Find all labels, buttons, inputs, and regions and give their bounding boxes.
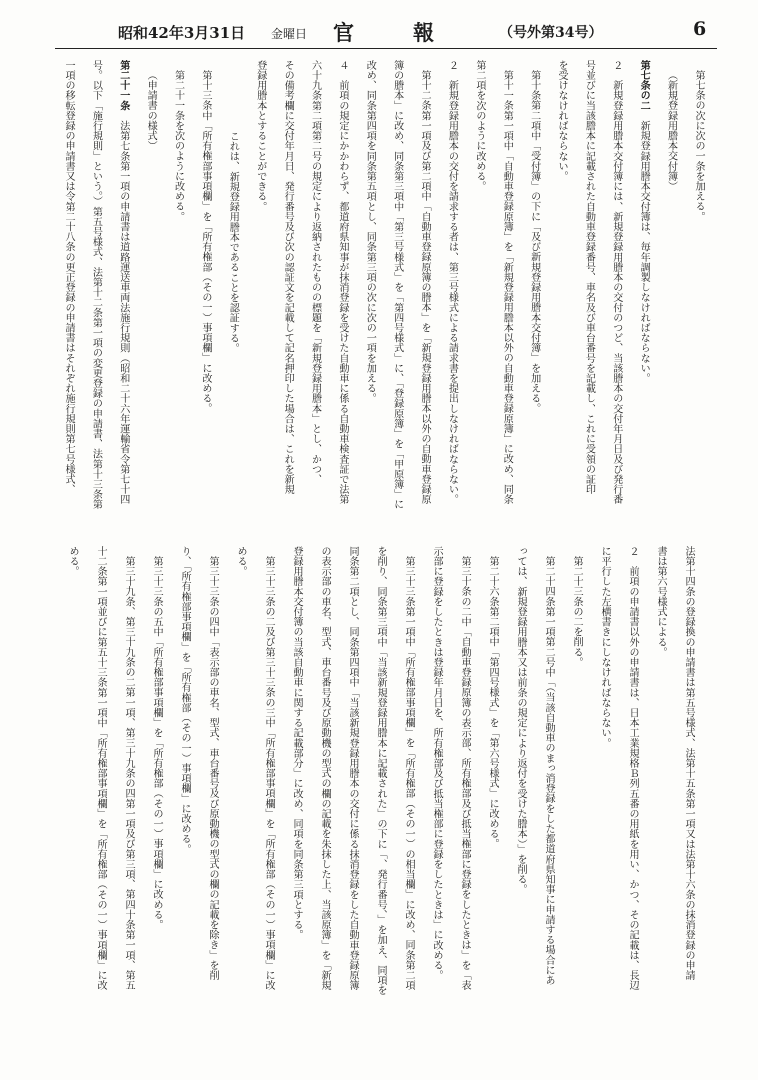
article-caption: （申請書の様式） [145,70,157,151]
text-column: 第二十四条第一項第二号中「（当該自動車のまっ消登録をした都道府県知事に申請する場合にあ [543,556,554,986]
text-column: 六十九条第二項第二号の規定により返納されたものの標題を「新規登録用謄本」とし、かつ、 [309,60,321,485]
text-column: 改め、同条第四項を同条第五項とし、同条第三項の次に次の一項を加える。 [364,60,376,404]
text-column: 示部に登録をしたときは登録年月日を、所有権部及び抵当権部に登録をしたときは」に改める。 [431,546,442,981]
column-text: 新規登録用謄本交付簿は、毎年調製しなければならない。 [638,110,650,384]
text-column: を削り、同条第三項中「当該新規登録用謄本に記載された」の下に「、発行番号、」を加え、同項を [375,546,386,996]
article-number: 第七条の二 [638,60,650,111]
issue-number: （号外第34号） [499,25,603,41]
text-column: 第三十三条第一項中「所有権部事項欄」を「所有権部（その一）の相当欄」に改め、同条第二項 [403,556,414,991]
page-header [55,12,717,49]
text-column: 第二十三条の二を削る。 [571,556,582,668]
text-column: 登録用謄本交付簿の当該自動車に関する記載部分」に改め、同項を同条第三項とする。 [291,546,302,940]
certification-text: これは、新規登録用謄本であることを認証する。 [227,130,239,353]
text-column: 号並びに当該謄本に記載された自動車登録番号、車名及び車台番号を記載し、これに受領の証印 [583,60,595,495]
text-column: 同条第二項とし、同条第四項中「当該新規登録用謄本の交付に係る抹消登録をした自動車登録原簿 [347,546,358,991]
gazette-title-char: 官 [333,20,354,45]
text-column: 十二条第一項並びに第五十三条第一項中「所有権部事項欄」を「所有権部（その一）事項欄」に改 [95,546,106,991]
text-column: める。 [235,546,246,577]
text-column: 法第十四条の登録換の申請書は第五号様式、法第十五条第一項又は法第十六条の抹消登録の申請 [683,546,694,981]
lower-text-block [58,546,702,1014]
text-column: 第二十一条を次のように改める。 [172,70,184,222]
text-column: の表示部の車名、型式、車台番号及び原動機の型式の欄の記載を朱抹した上、当該原簿」を「新規 [319,546,330,991]
text-column: を受けなければならない。 [556,60,568,182]
text-column: 第十条第二項中「受付簿」の下に「及び新規登録用謄本交付簿」を加える。 [528,70,540,414]
text-column: 登録用謄本とすることができる。 [254,60,266,212]
text-column: 第十二条第一項及び第二項中「自動車登録原簿の謄本」を「新規登録用謄本以外の自動車登録原 [419,70,431,505]
text-column: 第三十九条、第三十九条の二第一項、第三十九条の四第一項及び第三項、第四十条第一項、第五 [123,556,134,991]
column-text: 法第七条第一項の申請書は道路運送車両法施行規則（昭和二十六年運輸省令第七十四 [117,110,129,505]
article-number: 第二十一条 [117,60,129,111]
text-column: 第二項を次のように改める。 [473,60,485,192]
text-column: っては、新規登録用謄本又は前条の規定により返付を受けた謄本）」を削る。 [515,546,526,895]
text-column: 第二十六条第二項中「第四号様式」を「第六号様式」に改める。 [487,556,498,849]
text-column: 第十一条第一項中「自動車登録原簿」を「新規登録用謄本以外の自動車登録原簿」に改め、同条 [501,70,513,505]
text-column: 第三十三条の五中「所有権部事項欄」を「所有権部（その一）事項欄」に改める。 [151,556,162,930]
text-column: に平行した左横書きにしなければならない。 [599,546,610,748]
text-column: 号。以下「施行規則」という。）第五号様式、法第十二条第一項の変更登録の申請書、法第十三条第 [90,60,102,510]
text-column: ２ 新規登録用謄本交付簿には、新規登録用謄本の交付のつど、当該謄本の交付年月日及び発行番 [610,60,622,505]
text-column [630,60,657,534]
upper-text-block [54,60,712,534]
text-column: 第七条の次に次の一条を加える。 [693,70,704,222]
text-column: り、「所有権部事項欄」を「所有権部（その一）事項欄」に改める。 [179,546,190,855]
text-column: 第十三条中「所有権部事項欄」を「所有権部（その一）事項欄」に改める。 [199,70,211,414]
text-column: その備考欄に交付年月日、発行番号及び次の認証文を記載して記名押印した場合は、これを新規 [282,60,294,495]
text-column: める。 [67,546,78,577]
article-caption: （新規登録用謄本交付簿） [665,70,677,192]
text-column: 簿の謄本」に改め、同条第三項中「第三号様式」を「第四号様式」に、「登録原簿」を「甲原簿」に [391,60,403,510]
text-column: 第三十三条の四中「表示部の車名、型式、車台番号及び原動機の型式の欄の記載を除き」を削 [207,556,218,981]
text-column: 第三十条の二中「自動車登録原簿の表示部、所有権部及び抵当権部に登録をしたときは」を「表 [459,556,470,991]
text-column: ４ 前項の規定にかかわらず、都道府県知事が抹消登録を受けた自動車に係る自動車検査証で法第 [336,60,348,505]
text-column: ２ 新規登録用謄本の交付を請求する者は、第三号様式による請求書を提出しなければならない。 [446,60,458,505]
page-number: 6 [693,18,707,40]
text-column: 書は第六号様式による。 [655,546,666,658]
text-column: 一項の移転登録の申請書又は令第二十八条の更正登録の申請書はそれぞれ施行規則第七号様式、 [63,60,75,495]
weekday: 金曜日 [271,27,308,41]
issue-date: 昭和42年3月31日 [118,24,246,42]
text-column: ２ 前項の申請書以外の申請書は、日本工業規格Ｂ列五番の用紙を用い、かつ、その記載は、長辺 [627,546,638,991]
text-column [109,60,136,534]
gazette-title-char: 報 [413,20,434,45]
text-column: 第三十三条の二及び第三十三条の三中「所有権部事項欄」を「所有権部（その一）事項欄」に改 [263,556,274,991]
